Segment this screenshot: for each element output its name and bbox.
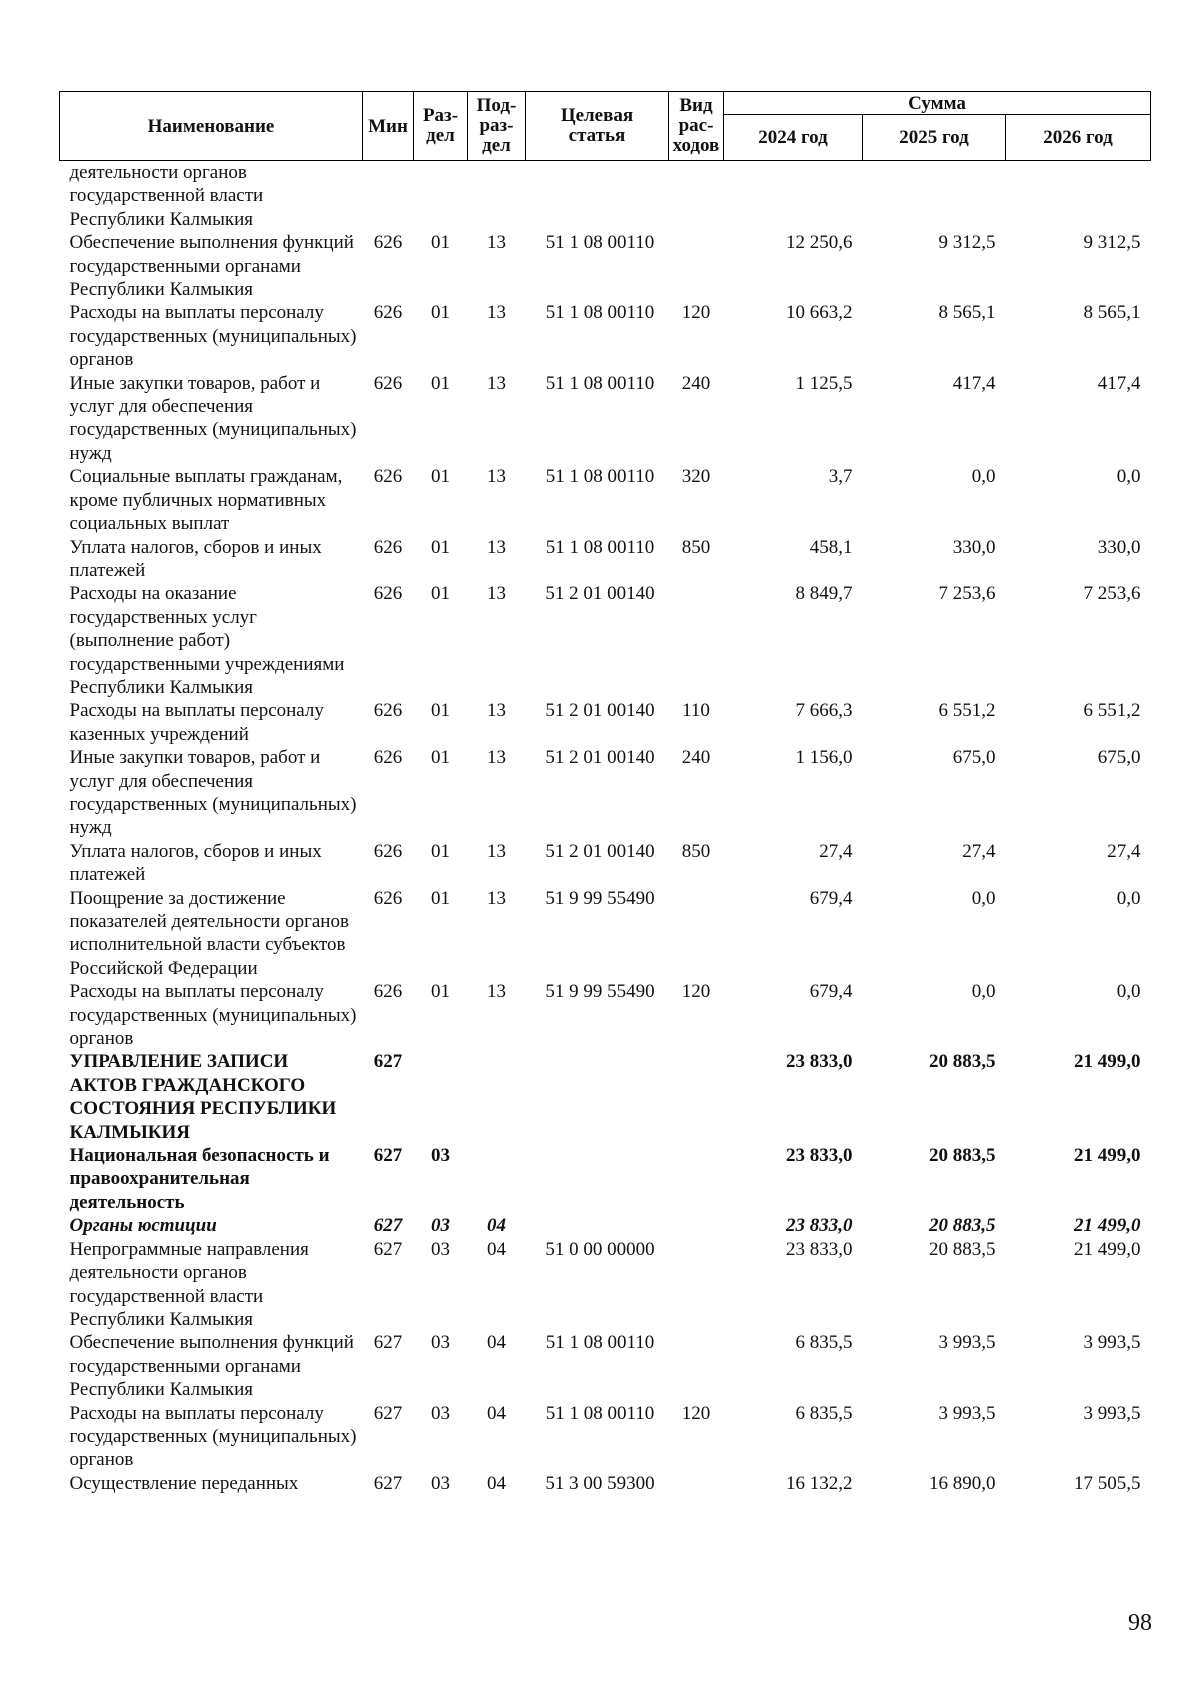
row-razdel: 03 — [431, 1238, 450, 1260]
row-amount-2025: 27,4 — [962, 840, 996, 862]
table-row — [60, 887, 1151, 981]
row-razdel: 03 — [431, 1472, 450, 1494]
row-amount-2025: 330,0 — [952, 536, 996, 558]
row-amount-2025: 3 993,5 — [938, 1402, 996, 1424]
row-celevaya: 51 1 08 00110 — [545, 232, 655, 254]
row-amount-2024: 1 125,5 — [795, 372, 853, 394]
header-2024: 2024 год — [724, 115, 863, 161]
row-min: 627 — [373, 1332, 403, 1354]
row-podrazdel: 04 — [487, 1332, 506, 1354]
row-celevaya: 51 1 08 00110 — [545, 1402, 655, 1424]
row-razdel: 01 — [431, 536, 450, 558]
table-row — [60, 840, 1151, 887]
row-name: Иные закупки товаров, работ и услуг для обеспечения государственных (муниципальных) нужд — [69, 372, 357, 464]
row-min: 626 — [373, 700, 403, 722]
row-name: Расходы на выплаты персоналу государственных (муниципальных) органов — [69, 981, 357, 1050]
row-name: Уплата налогов, сборов и иных платежей — [69, 840, 322, 886]
row-name: УПРАВЛЕНИЕ ЗАПИСИ АКТОВ ГРАЖДАНСКОГО СОСТОЯНИЯ РЕСПУБЛИКИ КАЛМЫКИЯ — [69, 1051, 337, 1143]
row-celevaya: 51 3 00 59300 — [545, 1472, 655, 1494]
header-summa: Сумма — [724, 92, 1151, 115]
row-celevaya: 51 1 08 00110 — [545, 372, 655, 394]
row-celevaya — [526, 1144, 669, 1214]
header-min: Мин — [363, 92, 414, 161]
row-vid: 120 — [681, 981, 711, 1003]
row-amount-2025: 16 890,0 — [929, 1472, 996, 1494]
header-razdel-label: Раз- дел — [422, 105, 459, 146]
header-2026: 2026 год — [1006, 115, 1151, 161]
row-celevaya — [526, 161, 669, 232]
row-podrazdel: 13 — [487, 372, 506, 394]
row-amount-2024: 23 833,0 — [786, 1051, 853, 1073]
row-name: Органы юстиции — [69, 1215, 217, 1237]
row-celevaya: 51 2 01 00140 — [545, 840, 655, 862]
row-name: Расходы на оказание государственных услуг (выполнение работ) государственными учреждениями Республики Калмыкия — [69, 583, 345, 698]
row-amount-2024: 10 663,2 — [786, 302, 853, 324]
row-amount-2024: 679,4 — [809, 887, 853, 909]
row-celevaya — [526, 1050, 669, 1144]
row-amount-2025: 0,0 — [971, 981, 996, 1003]
row-min: 626 — [373, 887, 403, 909]
row-celevaya: 51 2 01 00140 — [545, 583, 655, 605]
budget-table-page — [59, 91, 1150, 1495]
table-header — [60, 92, 1151, 161]
row-celevaya: 51 2 01 00140 — [545, 747, 655, 769]
row-vid — [669, 887, 724, 981]
table-row — [60, 1144, 1151, 1214]
header-razdel — [414, 92, 468, 161]
row-amount-2025 — [863, 161, 1006, 232]
row-amount-2024: 27,4 — [819, 840, 853, 862]
header-vid — [669, 92, 724, 161]
row-amount-2026: 0,0 — [1116, 981, 1141, 1003]
row-amount-2024: 16 132,2 — [786, 1472, 853, 1494]
table-row — [60, 582, 1151, 699]
row-amount-2025: 7 253,6 — [938, 583, 996, 605]
row-podrazdel: 04 — [487, 1215, 506, 1237]
row-amount-2025: 20 883,5 — [929, 1215, 996, 1237]
table-row — [60, 372, 1151, 466]
budget-table — [59, 91, 1151, 1495]
row-podrazdel: 13 — [487, 700, 506, 722]
row-amount-2025: 0,0 — [971, 887, 996, 909]
row-celevaya: 51 1 08 00110 — [545, 536, 655, 558]
row-vid: 850 — [681, 536, 711, 558]
row-name: Осуществление переданных — [69, 1472, 299, 1494]
row-vid — [669, 161, 724, 232]
row-amount-2026: 21 499,0 — [1074, 1051, 1141, 1073]
page-number: 98 — [1128, 1610, 1152, 1636]
row-podrazdel: 13 — [487, 232, 506, 254]
row-min: 627 — [373, 1145, 403, 1167]
row-razdel: 03 — [431, 1145, 450, 1167]
row-amount-2024: 458,1 — [809, 536, 853, 558]
row-podrazdel: 13 — [487, 302, 506, 324]
table-row — [60, 536, 1151, 583]
table-row — [60, 161, 1151, 232]
row-amount-2024: 6 835,5 — [795, 1402, 853, 1424]
table-row — [60, 465, 1151, 535]
row-amount-2025: 8 565,1 — [938, 302, 996, 324]
row-amount-2024: 12 250,6 — [786, 232, 853, 254]
table-row — [60, 699, 1151, 746]
row-razdel: 01 — [431, 887, 450, 909]
row-amount-2024: 23 833,0 — [786, 1145, 853, 1167]
row-podrazdel — [468, 161, 526, 232]
row-amount-2026: 7 253,6 — [1083, 583, 1141, 605]
row-name: Непрограммные направления деятельности органов государственной власти Республики Калмыкия — [69, 1238, 309, 1330]
row-razdel: 01 — [431, 840, 450, 862]
row-razdel: 01 — [431, 232, 450, 254]
row-podrazdel: 13 — [487, 840, 506, 862]
row-podrazdel: 13 — [487, 747, 506, 769]
header-vid-label: Вид рас- ходов — [672, 95, 720, 156]
row-celevaya: 51 1 08 00110 — [545, 466, 655, 488]
row-vid: 850 — [681, 840, 711, 862]
row-razdel — [414, 161, 468, 232]
row-amount-2026: 0,0 — [1116, 466, 1141, 488]
row-celevaya: 51 2 01 00140 — [545, 700, 655, 722]
row-amount-2025: 6 551,2 — [938, 700, 996, 722]
row-amount-2026: 21 499,0 — [1074, 1238, 1141, 1260]
row-amount-2024: 8 849,7 — [795, 583, 853, 605]
header-podrazdel-label: Под- раз- дел — [476, 95, 517, 156]
row-name: Расходы на выплаты персоналу государственных (муниципальных) органов — [69, 1402, 357, 1471]
row-vid — [669, 231, 724, 301]
row-celevaya: 51 0 00 00000 — [545, 1238, 655, 1260]
header-celevaya — [526, 92, 669, 161]
row-min: 627 — [373, 1472, 403, 1494]
row-podrazdel: 13 — [487, 583, 506, 605]
table-row — [60, 1331, 1151, 1401]
row-min: 627 — [373, 1402, 403, 1424]
row-amount-2025: 20 883,5 — [929, 1238, 996, 1260]
row-amount-2026: 3 993,5 — [1083, 1402, 1141, 1424]
row-amount-2026: 9 312,5 — [1083, 232, 1141, 254]
header-name: Наименование — [60, 92, 363, 161]
row-amount-2025: 9 312,5 — [938, 232, 996, 254]
table-row — [60, 980, 1151, 1050]
row-name: Расходы на выплаты персоналу казенных учреждений — [69, 700, 324, 745]
row-min: 627 — [373, 1051, 403, 1073]
row-name: Национальная безопасность и правоохранительная деятельность — [69, 1145, 330, 1213]
row-name: Социальные выплаты гражданам, кроме публичных нормативных социальных выплат — [69, 466, 343, 535]
row-podrazdel: 13 — [487, 536, 506, 558]
row-celevaya: 51 9 99 55490 — [545, 981, 655, 1003]
row-amount-2026: 675,0 — [1097, 747, 1141, 769]
row-min: 627 — [373, 1215, 403, 1237]
row-razdel: 01 — [431, 583, 450, 605]
row-amount-2026: 27,4 — [1107, 840, 1141, 862]
row-vid: 240 — [681, 372, 711, 394]
row-vid — [669, 1472, 724, 1495]
row-celevaya: 51 1 08 00110 — [545, 1332, 655, 1354]
row-min: 626 — [373, 536, 403, 558]
row-amount-2025: 417,4 — [952, 372, 996, 394]
header-podrazdel — [468, 92, 526, 161]
row-amount-2026: 8 565,1 — [1083, 302, 1141, 324]
table-row — [60, 1472, 1151, 1495]
table-row — [60, 1402, 1151, 1472]
row-amount-2025: 20 883,5 — [929, 1051, 996, 1073]
table-row — [60, 301, 1151, 371]
row-vid — [669, 582, 724, 699]
row-celevaya: 51 9 99 55490 — [545, 887, 655, 909]
row-amount-2024: 23 833,0 — [786, 1215, 853, 1237]
row-name: Обеспечение выполнения функций государственными органами Республики Калмыкия — [69, 1332, 354, 1401]
row-vid — [669, 1214, 724, 1237]
row-amount-2026: 330,0 — [1097, 536, 1141, 558]
row-razdel: 03 — [431, 1332, 450, 1354]
row-vid: 320 — [681, 466, 711, 488]
row-name: Иные закупки товаров, работ и услуг для обеспечения государственных (муниципальных) нужд — [69, 747, 357, 839]
row-podrazdel — [468, 1144, 526, 1214]
row-amount-2024: 23 833,0 — [786, 1238, 853, 1260]
row-amount-2026: 417,4 — [1097, 372, 1141, 394]
row-min — [363, 161, 414, 232]
table-body — [60, 161, 1151, 1496]
row-razdel: 03 — [431, 1215, 450, 1237]
row-celevaya — [526, 1214, 669, 1237]
row-amount-2024: 7 666,3 — [795, 700, 853, 722]
row-vid — [669, 1050, 724, 1144]
header-2025: 2025 год — [863, 115, 1006, 161]
row-podrazdel: 04 — [487, 1402, 506, 1424]
row-podrazdel — [468, 1050, 526, 1144]
row-min: 626 — [373, 583, 403, 605]
row-vid: 120 — [681, 1402, 711, 1424]
row-name: Уплата налогов, сборов и иных платежей — [69, 536, 322, 581]
row-min: 627 — [373, 1238, 403, 1260]
row-amount-2024: 6 835,5 — [795, 1332, 853, 1354]
row-podrazdel: 13 — [487, 466, 506, 488]
row-amount-2024: 3,7 — [828, 466, 853, 488]
row-razdel: 01 — [431, 466, 450, 488]
row-name: деятельности органов государственной власти Республики Калмыкия — [69, 162, 264, 230]
row-amount-2025: 3 993,5 — [938, 1332, 996, 1354]
table-row — [60, 231, 1151, 301]
row-amount-2024 — [724, 161, 863, 232]
row-amount-2026: 21 499,0 — [1074, 1215, 1141, 1237]
row-razdel: 01 — [431, 700, 450, 722]
row-name: Расходы на выплаты персоналу государственных (муниципальных) органов — [69, 302, 357, 371]
header-celevaya-label: Целевая статья — [560, 105, 634, 146]
row-name: Поощрение за достижение показателей деятельности органов исполнительной власти субъектов Российской Федерации — [69, 887, 349, 979]
row-min: 626 — [373, 840, 403, 862]
row-vid: 120 — [681, 302, 711, 324]
row-amount-2025: 0,0 — [971, 466, 996, 488]
table-row — [60, 1238, 1151, 1332]
row-razdel: 01 — [431, 981, 450, 1003]
table-row — [60, 746, 1151, 840]
row-min: 626 — [373, 466, 403, 488]
row-vid: 240 — [681, 747, 711, 769]
row-min: 626 — [373, 232, 403, 254]
table-row — [60, 1214, 1151, 1237]
table-row — [60, 1050, 1151, 1144]
row-podrazdel: 04 — [487, 1472, 506, 1494]
row-razdel — [414, 1050, 468, 1144]
row-razdel: 03 — [431, 1402, 450, 1424]
row-vid — [669, 1144, 724, 1214]
row-min: 626 — [373, 981, 403, 1003]
row-vid: 110 — [682, 700, 710, 722]
row-podrazdel: 04 — [487, 1238, 506, 1260]
row-amount-2024: 1 156,0 — [795, 747, 853, 769]
row-razdel: 01 — [431, 372, 450, 394]
row-amount-2025: 675,0 — [952, 747, 996, 769]
row-amount-2025: 20 883,5 — [929, 1145, 996, 1167]
row-amount-2026: 21 499,0 — [1074, 1145, 1141, 1167]
row-podrazdel: 13 — [487, 887, 506, 909]
row-razdel: 01 — [431, 302, 450, 324]
row-podrazdel: 13 — [487, 981, 506, 1003]
row-razdel: 01 — [431, 747, 450, 769]
row-min: 626 — [373, 747, 403, 769]
row-amount-2026 — [1006, 161, 1151, 232]
row-celevaya: 51 1 08 00110 — [545, 302, 655, 324]
row-amount-2026: 6 551,2 — [1083, 700, 1141, 722]
row-name: Обеспечение выполнения функций государственными органами Республики Калмыкия — [69, 232, 354, 301]
row-amount-2026: 0,0 — [1116, 887, 1141, 909]
row-min: 626 — [373, 302, 403, 324]
row-vid — [669, 1238, 724, 1332]
row-vid — [669, 1331, 724, 1401]
row-amount-2024: 679,4 — [809, 981, 853, 1003]
row-min: 626 — [373, 372, 403, 394]
row-amount-2026: 17 505,5 — [1074, 1472, 1141, 1494]
row-amount-2026: 3 993,5 — [1083, 1332, 1141, 1354]
